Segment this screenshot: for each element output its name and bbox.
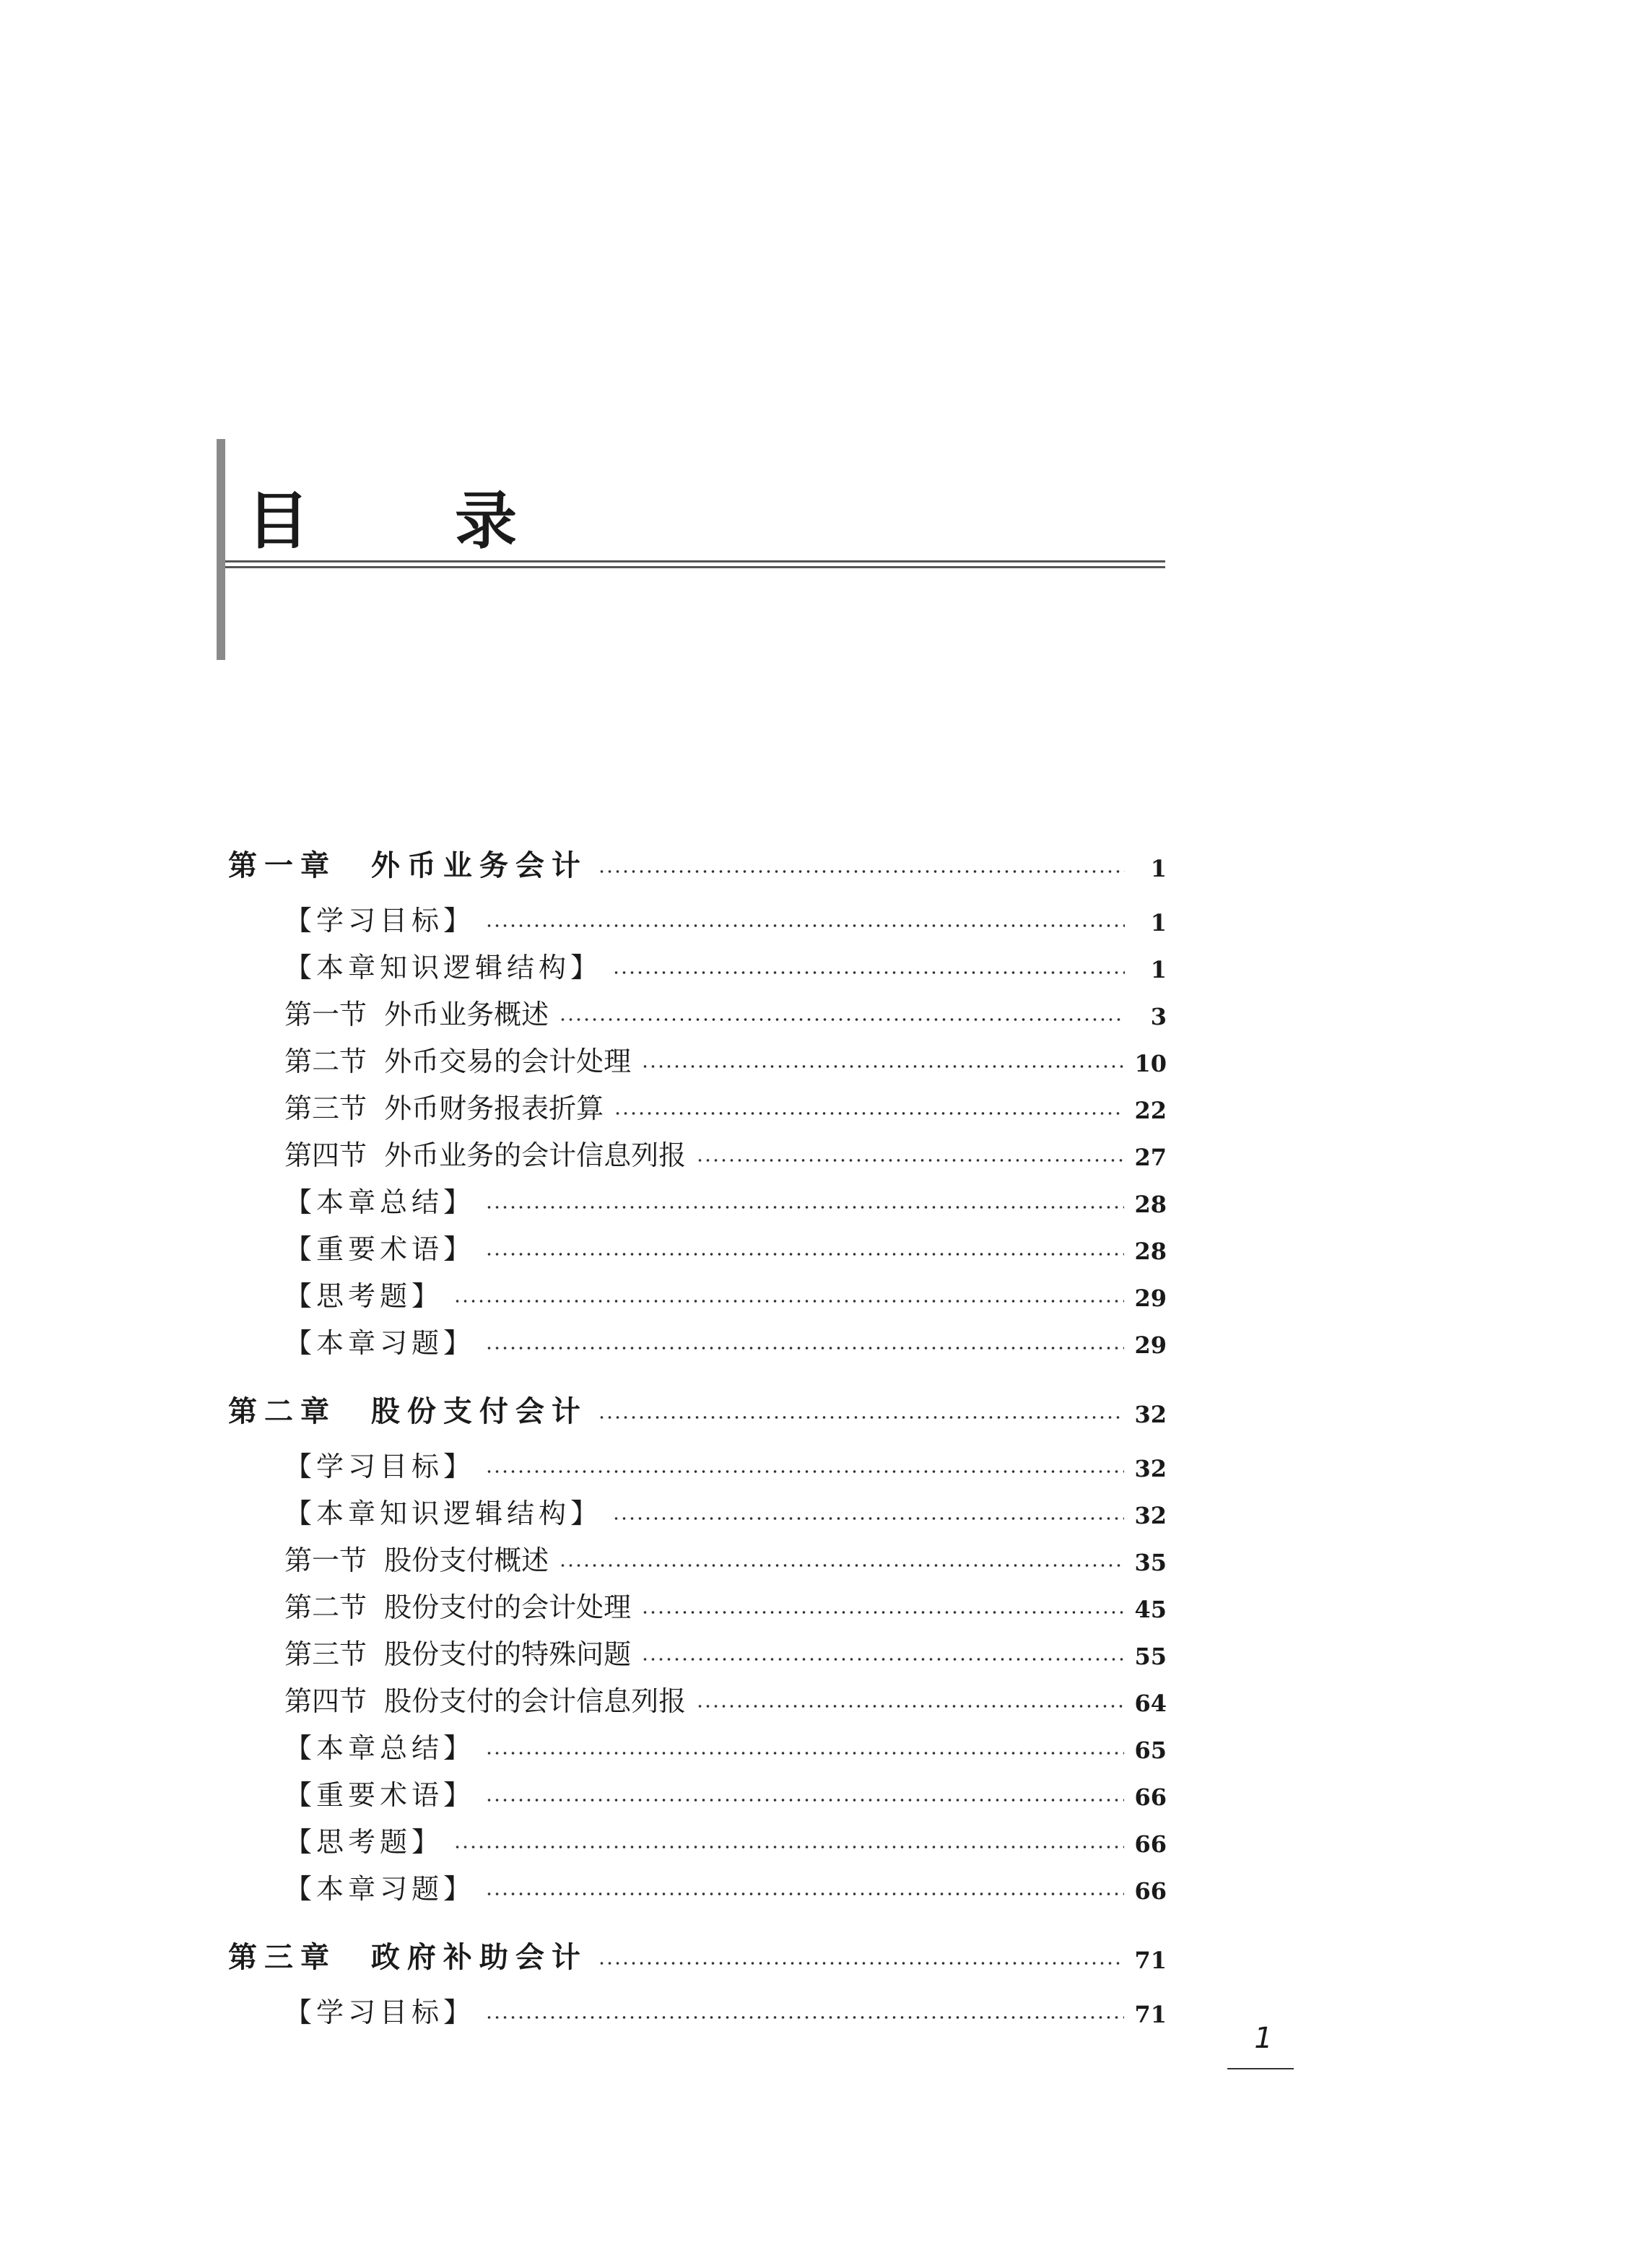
- toc-page-number: 35: [1134, 1549, 1167, 1576]
- toc-dot-leader: [696, 1703, 1124, 1710]
- page-number: 1: [1254, 2022, 1273, 2055]
- toc-chapter-title: 第二章 股份支付会计: [228, 1395, 588, 1428]
- toc-entry-row[interactable]: [228, 1126, 1167, 1173]
- toc-entry-row[interactable]: [228, 1983, 1167, 2030]
- toc-entry-row[interactable]: [228, 1173, 1167, 1220]
- title-rule-bottom: [225, 566, 1165, 568]
- toc-entry-row[interactable]: [228, 1672, 1167, 1719]
- toc-dot-leader: [559, 1562, 1124, 1569]
- toc-entry-title: 第三节 外币财务报表折算: [284, 1092, 604, 1124]
- toc-entry-row[interactable]: [228, 1313, 1167, 1360]
- toc-entry-row[interactable]: [228, 1484, 1167, 1531]
- toc-page-number: 32: [1134, 1502, 1167, 1529]
- page-title: 目 录: [247, 485, 579, 557]
- toc-entry-row[interactable]: [228, 985, 1167, 1032]
- toc-page-number: 28: [1134, 1191, 1167, 1218]
- toc-chapter-row[interactable]: [228, 1922, 1167, 1976]
- toc-entry-title: 第三节 股份支付的特殊问题: [284, 1638, 632, 1670]
- toc-entry-row[interactable]: [228, 1578, 1167, 1625]
- toc-entry-title: 【重要术语】: [284, 1233, 476, 1265]
- toc-dot-leader: [598, 1414, 1125, 1421]
- toc-entry-title: 【学习目标】: [284, 1997, 476, 2028]
- toc-entry-row[interactable]: [228, 1079, 1167, 1126]
- toc-page-number: 27: [1134, 1144, 1167, 1171]
- toc-page-number: 32: [1134, 1455, 1167, 1482]
- toc-entry-title: 【重要术语】: [284, 1779, 476, 1811]
- toc-entry-title: 【本章总结】: [284, 1186, 476, 1218]
- toc-dot-leader: [453, 1298, 1124, 1305]
- toc-entry-row[interactable]: [228, 1765, 1167, 1812]
- toc-entry-title: 第二节 外币交易的会计处理: [284, 1046, 632, 1077]
- toc-entry-row[interactable]: [228, 1812, 1167, 1859]
- toc-entry-row[interactable]: [228, 938, 1167, 985]
- page-number-rule: [1227, 2068, 1294, 2069]
- table-of-contents: [228, 830, 1167, 2030]
- toc-page-number: 45: [1134, 1596, 1167, 1623]
- toc-dot-leader: [641, 1609, 1124, 1616]
- toc-entry-title: 【本章总结】: [284, 1732, 476, 1764]
- toc-dot-leader: [598, 868, 1125, 875]
- toc-dot-leader: [641, 1063, 1124, 1070]
- toc-page-number: 1: [1150, 909, 1167, 937]
- toc-dot-leader: [485, 1796, 1124, 1804]
- toc-dot-leader: [485, 922, 1125, 929]
- toc-entry-title: 第一节 股份支付概述: [284, 1544, 549, 1576]
- toc-page-number: 32: [1134, 1401, 1167, 1428]
- toc-page-number: 29: [1134, 1285, 1167, 1312]
- toc-page-number: 66: [1134, 1877, 1167, 1905]
- toc-dot-leader: [612, 1515, 1124, 1522]
- toc-entry-title: 【思考题】: [284, 1826, 444, 1858]
- toc-entry-title: 【本章习题】: [284, 1327, 476, 1359]
- toc-dot-leader: [453, 1843, 1124, 1851]
- toc-page-number: 1: [1150, 956, 1167, 983]
- title-rule-top: [225, 560, 1165, 562]
- toc-entry-title: 【本章知识逻辑结构】: [284, 952, 603, 983]
- toc-entry-row[interactable]: [228, 1625, 1167, 1672]
- toc-entry-title: 【学习目标】: [284, 1451, 476, 1482]
- toc-entry-row[interactable]: [228, 891, 1167, 938]
- toc-page-number: 29: [1134, 1331, 1167, 1359]
- toc-dot-leader: [485, 1468, 1124, 1475]
- toc-entry-title: 【思考题】: [284, 1280, 444, 1312]
- toc-entry-title: 第二节 股份支付的会计处理: [284, 1591, 632, 1623]
- toc-entry-row[interactable]: [228, 1032, 1167, 1079]
- toc-entry-row[interactable]: [228, 1266, 1167, 1313]
- toc-dot-leader: [641, 1656, 1124, 1663]
- toc-dot-leader: [485, 1890, 1124, 1898]
- toc-dot-leader: [612, 969, 1125, 976]
- toc-page-number: 71: [1134, 1947, 1167, 1974]
- toc-entry-title: 【学习目标】: [284, 905, 476, 937]
- toc-entry-row[interactable]: [228, 1531, 1167, 1578]
- toc-page-number: 1: [1150, 855, 1167, 882]
- toc-chapter-row[interactable]: [228, 1376, 1167, 1430]
- toc-chapter-title: 第三章 政府补助会计: [228, 1941, 588, 1974]
- toc-page-number: 28: [1134, 1238, 1167, 1265]
- toc-page-number: 66: [1134, 1830, 1167, 1858]
- toc-entry-row[interactable]: [228, 1719, 1167, 1765]
- toc-dot-leader: [485, 1750, 1124, 1757]
- toc-dot-leader: [485, 1251, 1124, 1258]
- toc-chapter-row[interactable]: [228, 830, 1167, 884]
- toc-entry-title: 第四节 外币业务的会计信息列报: [284, 1139, 687, 1171]
- toc-page-number: 3: [1150, 1003, 1167, 1030]
- toc-dot-leader: [696, 1157, 1124, 1164]
- toc-entry-title: 【本章知识逻辑结构】: [284, 1498, 603, 1529]
- toc-entry-row[interactable]: [228, 1437, 1167, 1484]
- toc-entry-title: 第四节 股份支付的会计信息列报: [284, 1685, 687, 1717]
- toc-entry-row[interactable]: [228, 1859, 1167, 1906]
- toc-page-number: 22: [1134, 1097, 1167, 1124]
- toc-entry-row[interactable]: [228, 1220, 1167, 1266]
- title-accent-bar: [217, 439, 225, 660]
- toc-entry-title: 【本章习题】: [284, 1873, 476, 1905]
- toc-dot-leader: [485, 2014, 1124, 2021]
- toc-dot-leader: [485, 1344, 1124, 1352]
- toc-dot-leader: [614, 1110, 1124, 1117]
- toc-page-number: 10: [1134, 1050, 1167, 1077]
- toc-dot-leader: [598, 1960, 1125, 1967]
- toc-page-number: 66: [1134, 1783, 1167, 1811]
- toc-dot-leader: [559, 1016, 1125, 1023]
- toc-page-number: 55: [1134, 1643, 1167, 1670]
- toc-page-number: 71: [1134, 2001, 1167, 2028]
- toc-page-number: 64: [1134, 1690, 1167, 1717]
- toc-page-number: 65: [1134, 1737, 1167, 1764]
- toc-dot-leader: [485, 1204, 1124, 1211]
- toc-chapter-title: 第一章 外币业务会计: [228, 849, 588, 882]
- toc-entry-title: 第一节 外币业务概述: [284, 999, 549, 1030]
